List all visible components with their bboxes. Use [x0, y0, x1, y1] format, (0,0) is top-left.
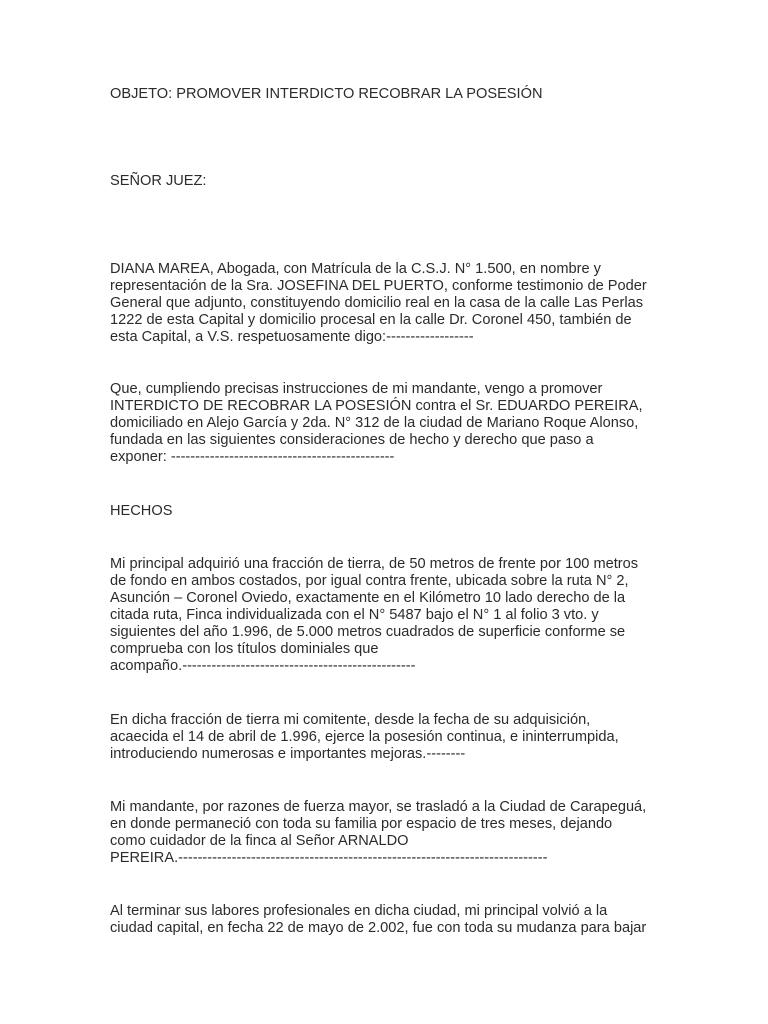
paragraph-line: Que, cumpliendo precisas instrucciones de mi mandante, vengo a promover — [110, 381, 603, 397]
paragraph-line: acaecida el 14 de abril de 1.996, ejerce la posesión continua, e ininterrumpida, — [110, 729, 619, 745]
paragraph-line: Asunción – Coronel Oviedo, exactamente en el Kilómetro 10 lado derecho de la — [110, 590, 626, 606]
paragraph-line: ciudad capital, en fecha 22 de mayo de 2.002, fue con toda su mudanza para bajar — [110, 920, 647, 936]
paragraph-line: fundada en las siguientes consideraciones de hecho y derecho que paso a — [110, 432, 594, 448]
paragraph-line: Mi mandante, por razones de fuerza mayor, se trasladó a la Ciudad de Carapeguá, — [110, 799, 647, 815]
paragraph-line: exponer: ---------------------------------------------- — [110, 449, 395, 465]
paragraph-line: introduciendo numerosas e importantes mejoras.-------- — [110, 746, 466, 762]
facts-heading: HECHOS — [110, 503, 173, 519]
paragraph-line: DIANA MAREA, Abogada, con Matrícula de la C.S.J. N° 1.500, en nombre y — [110, 261, 601, 277]
paragraph-line: como cuidador de la finca al Señor ARNALDO — [110, 833, 409, 849]
paragraph-line: 1222 de esta Capital y domicilio procesal en la calle Dr. Coronel 450, también de — [110, 312, 632, 328]
paragraph-line: citada ruta, Finca individualizada con el N° 5487 bajo el N° 1 al folio 3 vto. y — [110, 607, 599, 623]
paragraph-line: comprueba con los títulos dominiales que — [110, 641, 379, 657]
object-line: OBJETO: PROMOVER INTERDICTO RECOBRAR LA POSESIÓN — [110, 86, 543, 102]
paragraph-line: Mi principal adquirió una fracción de tierra, de 50 metros de frente por 100 metros — [110, 556, 639, 572]
paragraph-line: INTERDICTO DE RECOBRAR LA POSESIÓN contra el Sr. EDUARDO PEREIRA, — [110, 398, 643, 414]
paragraph-line: En dicha fracción de tierra mi comitente, desde la fecha de su adquisición, — [110, 712, 591, 728]
salutation: SEÑOR JUEZ: — [110, 173, 207, 189]
paragraph-line: General que adjunto, constituyendo domicilio real en la casa de la calle Las Perlas — [110, 295, 643, 311]
paragraph-line: siguientes del año 1.996, de 5.000 metros cuadrados de superficie conforme se — [110, 624, 626, 640]
paragraph-line: de fondo en ambos costados, por igual contra frente, ubicada sobre la ruta N° 2, — [110, 573, 629, 589]
paragraph-line: representación de la Sra. JOSEFINA DEL PUERTO, conforme testimonio de Poder — [110, 278, 647, 294]
paragraph-line: PEREIRA.---------------------------------------------------------------------------- — [110, 850, 548, 866]
paragraph-line: en donde permaneció con toda su familia por espacio de tres meses, dejando — [110, 816, 613, 832]
paragraph-line: Al terminar sus labores profesionales en dicha ciudad, mi principal volvió a la — [110, 903, 608, 919]
paragraph-line: domiciliado en Alejo García y 2da. N° 312 de la ciudad de Mariano Roque Alonso, — [110, 415, 639, 431]
paragraph-line: acompaño.------------------------------------------------ — [110, 658, 416, 674]
paragraph-line: esta Capital, a V.S. respetuosamente digo:------------------ — [110, 329, 474, 345]
